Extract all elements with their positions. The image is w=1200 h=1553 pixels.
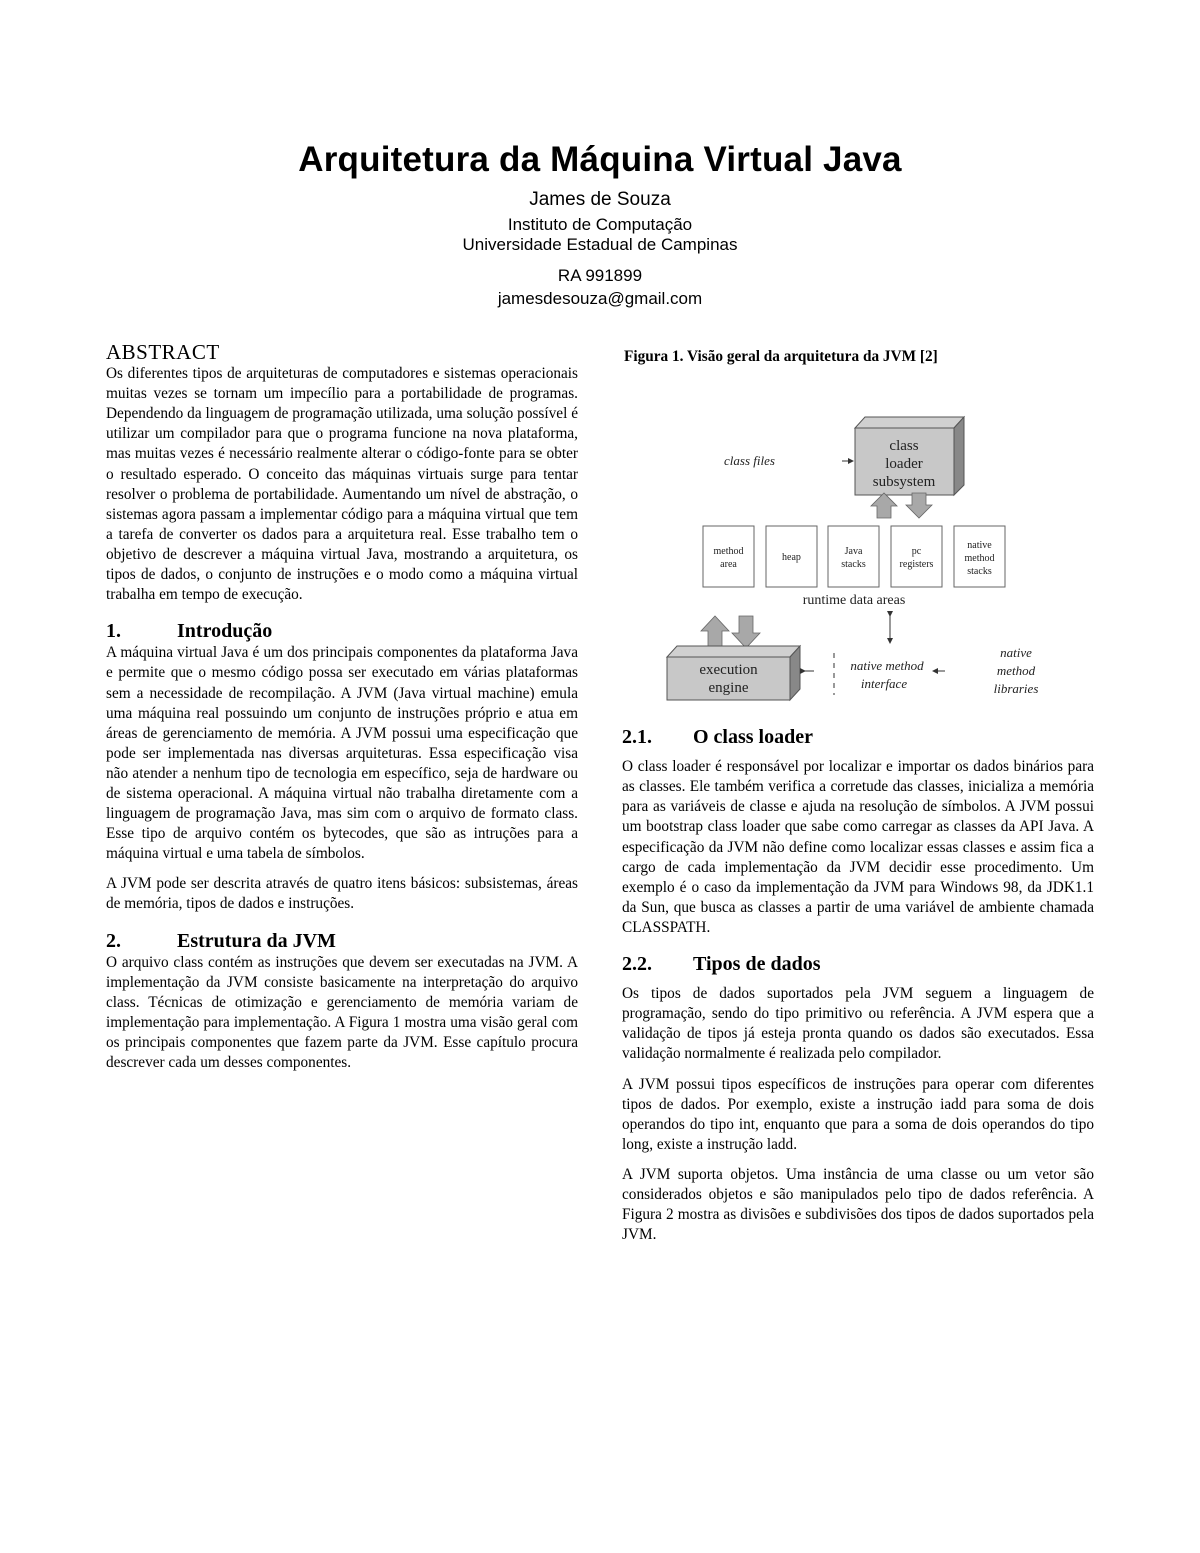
section-title: O class loader <box>693 726 813 749</box>
class-files-label: class files <box>724 453 775 469</box>
native-libraries-label-line2: method <box>996 663 1036 679</box>
section-heading-tipos <box>622 954 1094 974</box>
execution-engine-label-line1: execution <box>699 662 758 679</box>
section-heading-class-loader <box>622 727 1094 747</box>
native-libraries-label-line1: native <box>1000 645 1032 661</box>
paragraph: A JVM pode ser descrita através de quatro itens básicos: subsistemas, áreas de memória, tipos de dados e instruções. <box>106 875 578 913</box>
method-area-label: area <box>720 559 737 571</box>
paper-title: Arquitetura da Máquina Virtual Java <box>298 140 902 179</box>
paragraph: Os tipos de dados suportados pela JVM seguem a linguagem de programação, sendo do tipo primitivo ou referência. A JVM espera que a validação de tipos já esteja pronta quando os dados são executados. Essa validação normalmente é realizada pelo compilador. <box>622 985 1094 1063</box>
affiliation-university: Universidade Estadual de Campinas <box>462 235 738 254</box>
runtime-data-areas <box>703 526 1005 608</box>
section-title: Tipos de dados <box>693 953 821 976</box>
author-email: jamesdesouza@gmail.com <box>497 289 703 308</box>
class-loader-label-line3: subsystem <box>872 474 936 491</box>
class-loader-label-line2: loader <box>885 456 923 473</box>
native-interface-label-line1: native method <box>850 658 924 674</box>
section-title: Estrutura da JVM <box>177 929 336 952</box>
abstract-text: Os diferentes tipos de arquiteturas de computadores e sistemas operacionais muitas vezes se tornam um impecílio para a portabilidade de programas. Dependendo da linguagem de programação utilizada, uma solução possível é utilizar um compilador para que o programa funcione na nova plataforma, mas muitas vezes é necessário realmente alterar o código-fonte para se obter o resultado esperado. O conceito das máquinas virtuais surge para tentar resolver o problema de portabilidade. Aumentando um nível de abstração, o sistemas agora passam a implementar código para a máquina virtual que tem a tarefa de converter os dados para a arquitetura real. Esse trabalho tem o objetivo de descrever a máquina virtual Java, mostrando a arquitetura, os tipos de dados, o conjunto de instruções e o modo como a máquina virtual trabalha em tempo de execução. <box>106 365 578 604</box>
figure-caption: Figura 1. Visão geral da arquitetura da JVM [2] <box>624 348 938 365</box>
pc-registers-label: pc <box>911 546 922 558</box>
jvm-architecture-figure <box>622 373 1094 703</box>
section-title: Introdução <box>177 620 273 643</box>
runtime-data-areas-label: runtime data areas <box>802 593 906 609</box>
section-heading-estrutura <box>106 931 578 951</box>
right-column <box>622 342 1094 1245</box>
student-ra: RA 991899 <box>557 266 643 285</box>
section-number: 2.1. <box>622 726 652 749</box>
paragraph: O class loader é responsável por localizar e importar os dados binários para as classes. Ele também verifica a corretude das classes, inicializa a memória para as variáveis de classe e ajuda na resolução de símbolos. A JVM possui um bootstrap class loader que sabe como carregar as classes da API Java. A especificação da JVM não define como localizar essas classes e assim fica a cargo de cada implementação da JVM decidir esse procedimento. Um exemplo é o caso da implementação da JVM para Windows 98, da JDK1.1 da Sun, que busca as classes a partir de uma variável de ambiente chamada CLASSPATH. <box>622 758 1094 936</box>
java-stacks-label: stacks <box>841 559 866 571</box>
execution-engine-box <box>667 646 800 700</box>
heap-label: heap <box>782 552 801 564</box>
native-method-stacks-label: method <box>964 553 995 565</box>
class-loader-box <box>855 417 964 495</box>
paragraph: A JVM possui tipos específicos de instruções para operar com diferentes tipos de dados. Por exemplo, existe a instrução iadd para soma de dois operandos do tipo int, enquanto que para a soma de dois operandos do tipo long, existe a instrução ladd. <box>622 1075 1094 1153</box>
jvm-diagram <box>622 373 1094 703</box>
method-area-label: method <box>713 546 744 558</box>
pc-registers-label: registers <box>899 559 934 571</box>
native-method-stacks-label: stacks <box>967 566 992 578</box>
paragraph: A máquina virtual Java é um dos principais componentes da plataforma Java e permite que o mesmo código possa ser executado em várias plataformas sem a necessidade de recompilação. A JVM (Java virtual machine) emula uma máquina real possuindo um conjunto de instruções próprio e atua em áreas de gerenciamento de memória. A JVM possui uma especificação que pode ser implementada nas diversas arquiteturas. Essa especificação visa não atender a nenhum tipo de tecnologia em específico, seja de hardware ou de sistema operacional. A máquina virtual não trabalha diretamente com a linguagem de programação Java, mas sim com o arquivo de formato class. Esse tipo de arquivo contém os bytecodes, que são as intruções para a máquina virtual e uma tabela de símbolos. <box>106 644 578 863</box>
engine-transfer-arrows <box>701 616 760 648</box>
native-method-stacks-label: native <box>967 540 992 552</box>
loader-transfer-arrows <box>871 493 932 518</box>
section-number: 2. <box>106 929 121 952</box>
class-loader-label-line1: class <box>889 438 919 455</box>
native-method-interface <box>805 653 945 695</box>
native-libraries-label-line3: libraries <box>993 681 1039 697</box>
author-name: James de Souza <box>529 189 671 210</box>
left-column <box>106 342 578 1073</box>
section-heading-introducao <box>106 621 578 641</box>
section-number: 1. <box>106 620 121 643</box>
paragraph: O arquivo class contém as instruções que devem ser executadas na JVM. A implementação da JVM consiste basicamente na interpretação do arquivo class. Técnicas de otimização e gerenciamento de memória variam de implementação para implementação. A Figura 1 mostra uma visão geral com os principais componentes que fazem parte da JVM. Esse capítulo procura descrever cada um desses componentes. <box>106 953 578 1072</box>
paragraph: A JVM suporta objetos. Uma instância de uma classe ou um vetor são considerados objetos e são manipulados pelo tipo de dados referência. A Figura 2 mostra as divisões e subdivisões dos tipos de dados suportados pela JVM. <box>622 1165 1094 1244</box>
execution-engine-label-line2: engine <box>708 680 749 697</box>
section-number: 2.2. <box>622 953 652 976</box>
affiliation-institute: Instituto de Computação <box>507 215 693 234</box>
abstract-heading: ABSTRACT <box>106 340 220 364</box>
native-interface-label-line2: interface <box>860 676 908 692</box>
java-stacks-label: Java <box>844 546 863 558</box>
